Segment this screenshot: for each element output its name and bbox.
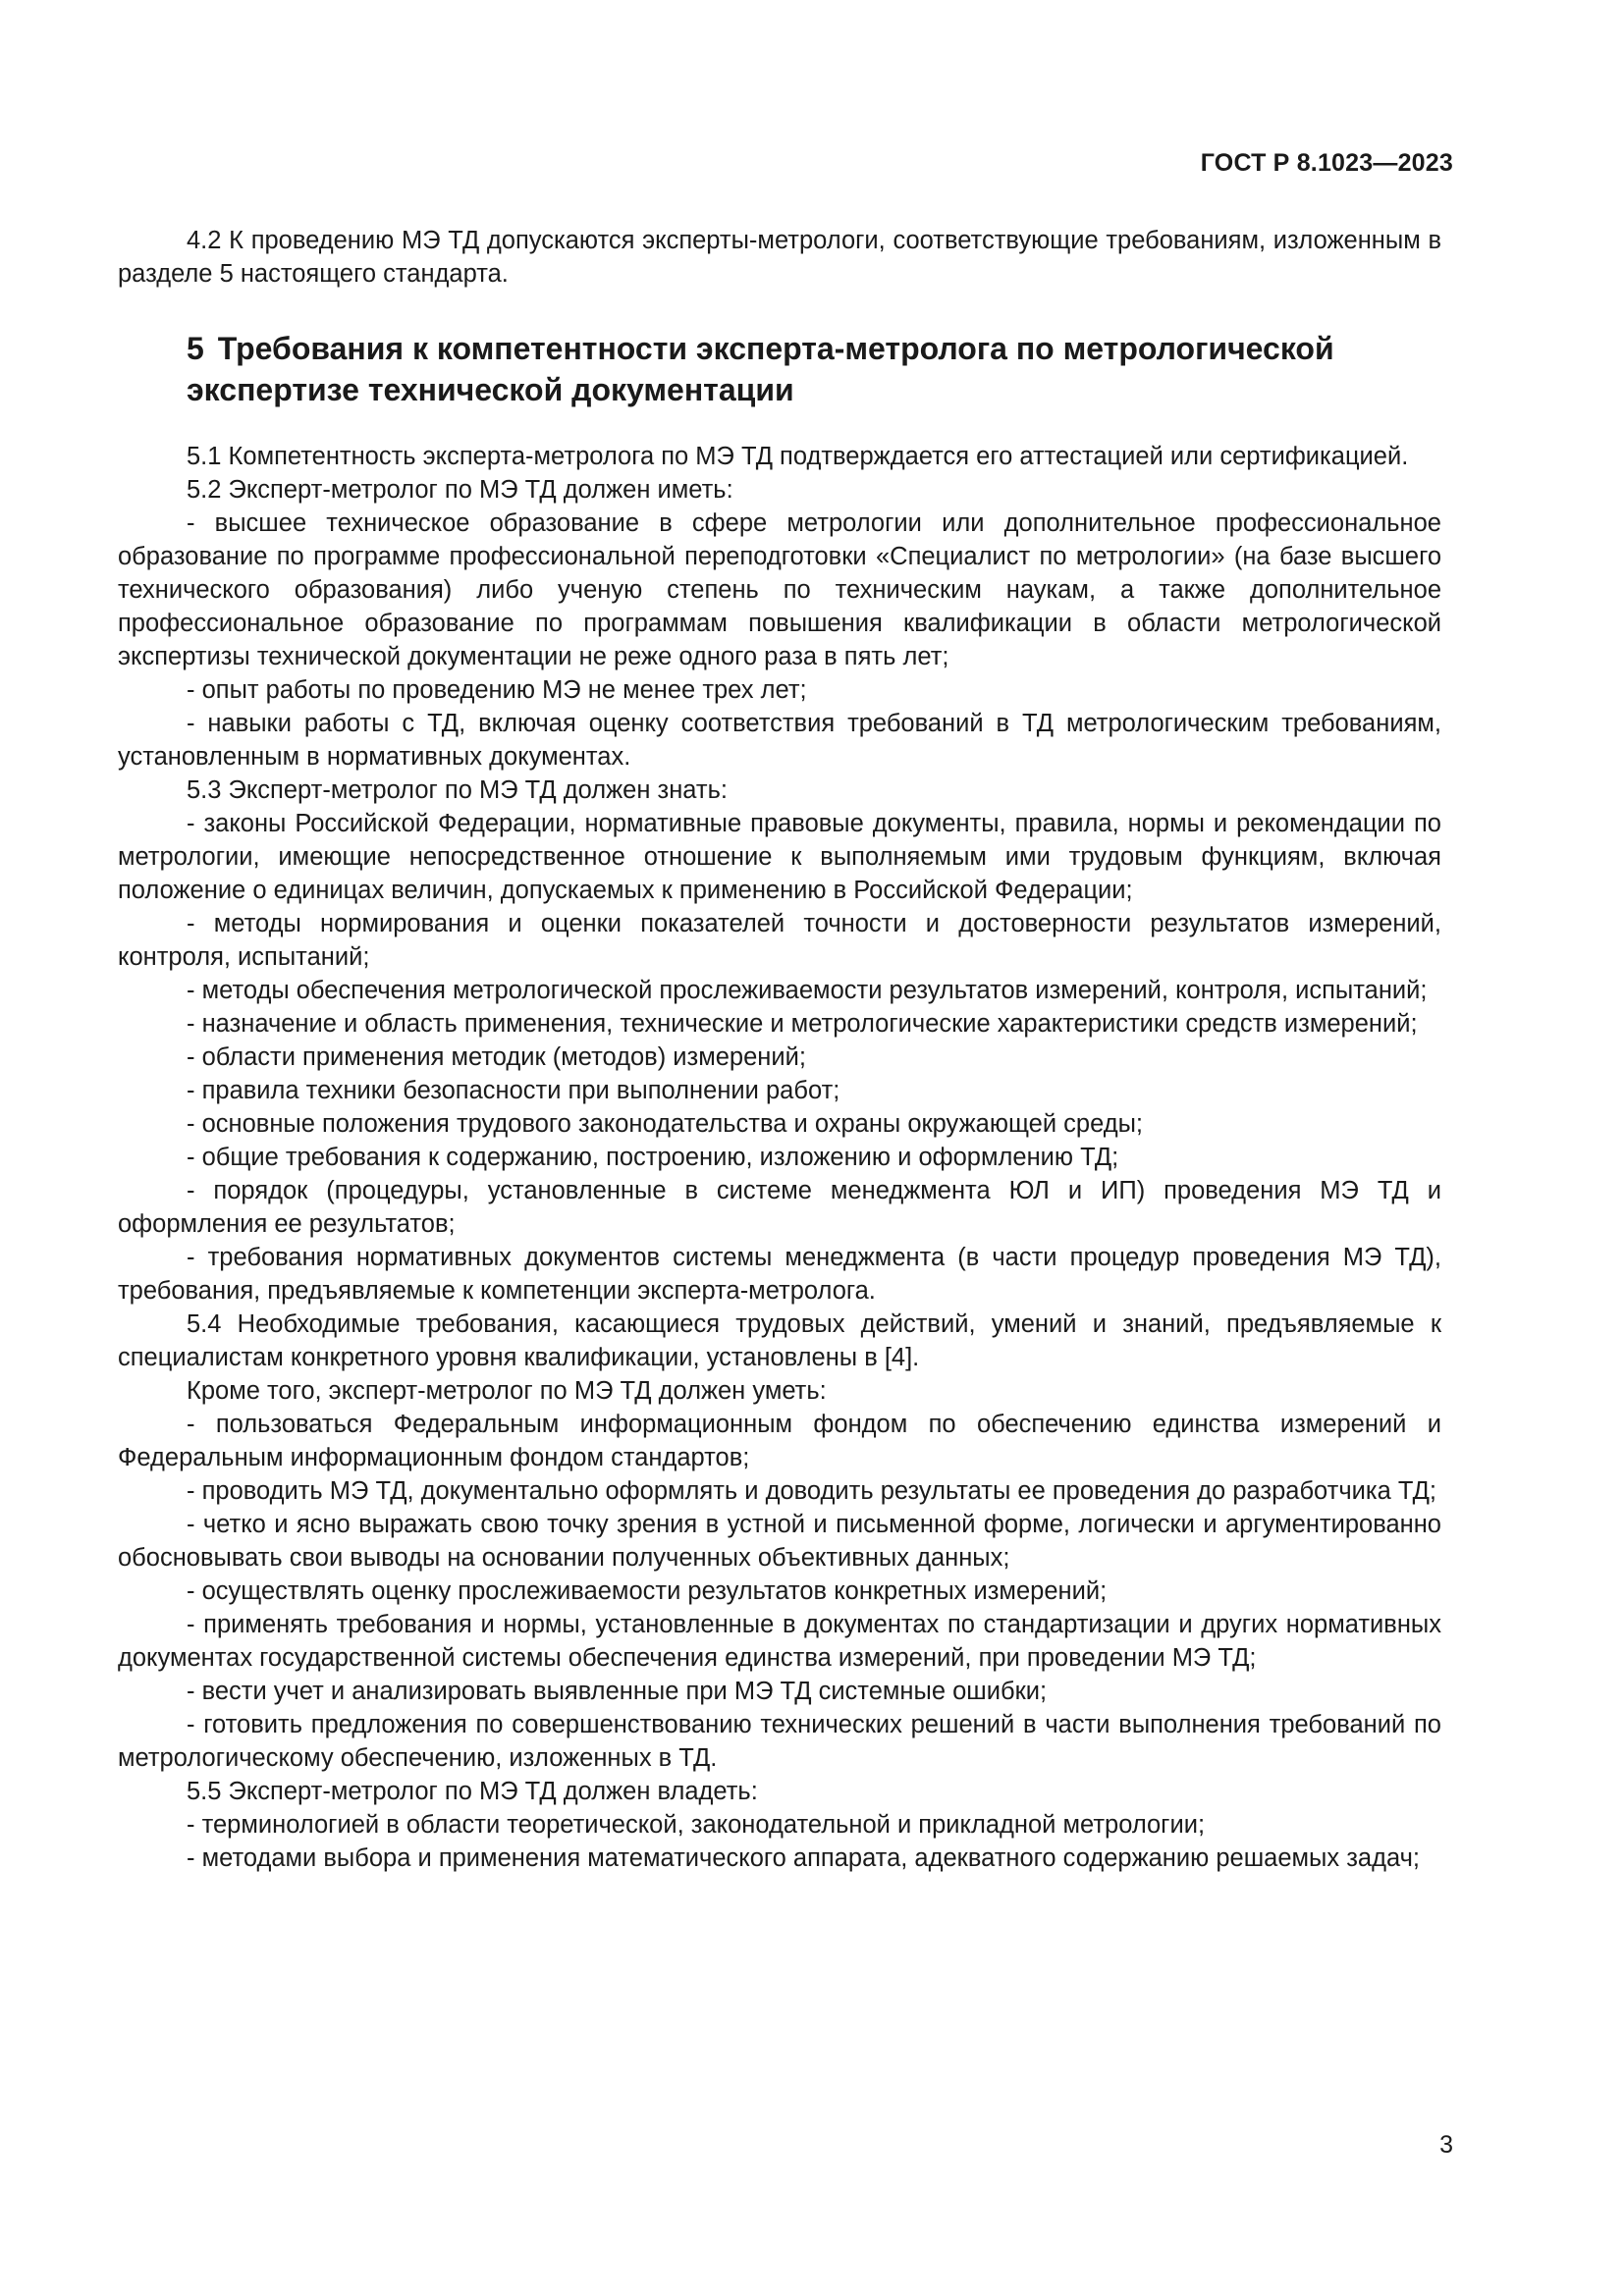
document-code: ГОСТ Р 8.1023—2023 <box>1200 149 1453 177</box>
list-item: - назначение и область применения, технические и метрологические характеристики средств измерений; <box>187 1010 1418 1038</box>
section-title: Требования к компетентности эксперта-метролога по метрологической экспертизе технической документации <box>187 331 1334 407</box>
list-item: - методы обеспечения метрологической прослеживаемости результатов измерений, контроля, испытаний; <box>187 977 1428 1004</box>
list-item: - применять требования и нормы, установленные в документах по стандартизации и других нормативных документах государственной системы обеспечения единства измерений, при проведении МЭ ТД; <box>118 1611 1441 1672</box>
list-item: - опыт работы по проведению МЭ не менее трех лет; <box>187 676 807 704</box>
paragraph: 5.5 Эксперт-метролог по МЭ ТД должен владеть: <box>187 1778 758 1805</box>
list-item: - основные положения трудового законодательства и охраны окружающей среды; <box>187 1110 1144 1138</box>
paragraph: 5.3 Эксперт-метролог по МЭ ТД должен знать: <box>187 776 728 804</box>
paragraph: Кроме того, эксперт-метролог по МЭ ТД должен уметь: <box>187 1377 827 1405</box>
list-item: - высшее техническое образование в сфере метрологии или дополнительное профессиональное образование по программе профессиональной переподготовки «Специалист по метрологии» (на базе высшего технического образования) либо ученую степень по техническим наукам, а также дополнительное профессиональное образование по программам повышения квалификации в области метрологической экспертизы технической документации не реже одного раза в пять лет; <box>118 509 1441 670</box>
list-item: - порядок (процедуры, установленные в системе менеджмента ЮЛ и ИП) проведения МЭ ТД и оформления ее результатов; <box>118 1177 1441 1238</box>
list-item: - области применения методик (методов) измерений; <box>187 1043 806 1071</box>
list-item: - четко и ясно выражать свою точку зрения в устной и письменной форме, логически и аргументированно обосновывать свои выводы на основании полученных объективных данных; <box>118 1511 1441 1572</box>
list-item: - правила техники безопасности при выполнении работ; <box>187 1077 840 1104</box>
list-item: - методы нормирования и оценки показателей точности и достоверности результатов измерений, контроля, испытаний; <box>118 910 1441 971</box>
list-item: - законы Российской Федерации, нормативные правовые документы, правила, нормы и рекомендации по метрологии, имеющие непосредственное отношение к выполняемым ими трудовым функциям, включая положение о единицах величин, допускаемых к применению в Российской Федерации; <box>118 810 1441 904</box>
document-body <box>118 224 1441 1875</box>
page-number: 3 <box>1439 2131 1453 2159</box>
list-item: - требования нормативных документов системы менеджмента (в части процедур проведения МЭ ТД), требования, предъявляемые к компетенции эксперта-метролога. <box>118 1244 1441 1305</box>
list-item: - пользоваться Федеральным информационным фондом по обеспечению единства измерений и Федеральным информационным фондом стандартов; <box>118 1411 1441 1471</box>
list-item: - готовить предложения по совершенствованию технических решений в части выполнения требований по метрологическому обеспечению, изложенных в ТД. <box>118 1711 1441 1772</box>
paragraph: 5.2 Эксперт-метролог по МЭ ТД должен иметь: <box>187 476 733 504</box>
list-item: - терминологией в области теоретической, законодательной и прикладной метрологии; <box>187 1811 1206 1839</box>
list-item: - общие требования к содержанию, построению, изложению и оформлению ТД; <box>187 1144 1119 1171</box>
list-item: - методами выбора и применения математического аппарата, адекватного содержанию решаемых задач; <box>187 1844 1420 1872</box>
list-item: - проводить МЭ ТД, документально оформлять и доводить результаты ее проведения до разработчика ТД; <box>187 1477 1436 1505</box>
list-item: - навыки работы с ТД, включая оценку соответствия требований в ТД метрологическим требованиям, установленным в нормативных документах. <box>118 710 1441 771</box>
list-item: - вести учет и анализировать выявленные при МЭ ТД системные ошибки; <box>187 1678 1048 1705</box>
section-heading <box>118 328 1441 410</box>
list-item: - осуществлять оценку прослеживаемости результатов конкретных измерений; <box>187 1577 1108 1605</box>
section-number: 5 <box>187 331 204 366</box>
paragraph: 5.4 Необходимые требования, касающиеся трудовых действий, умений и знаний, предъявляемые к специалистам конкретного уровня квалификации, установлены в [4]. <box>118 1310 1441 1371</box>
paragraph: 4.2 К проведению МЭ ТД допускаются эксперты-метрологи, соответствующие требованиям, изложенным в разделе 5 настоящего стандарта. <box>118 227 1441 288</box>
paragraph: 5.1 Компетентность эксперта-метролога по МЭ ТД подтверждается его аттестацией или сертификацией. <box>187 443 1409 470</box>
